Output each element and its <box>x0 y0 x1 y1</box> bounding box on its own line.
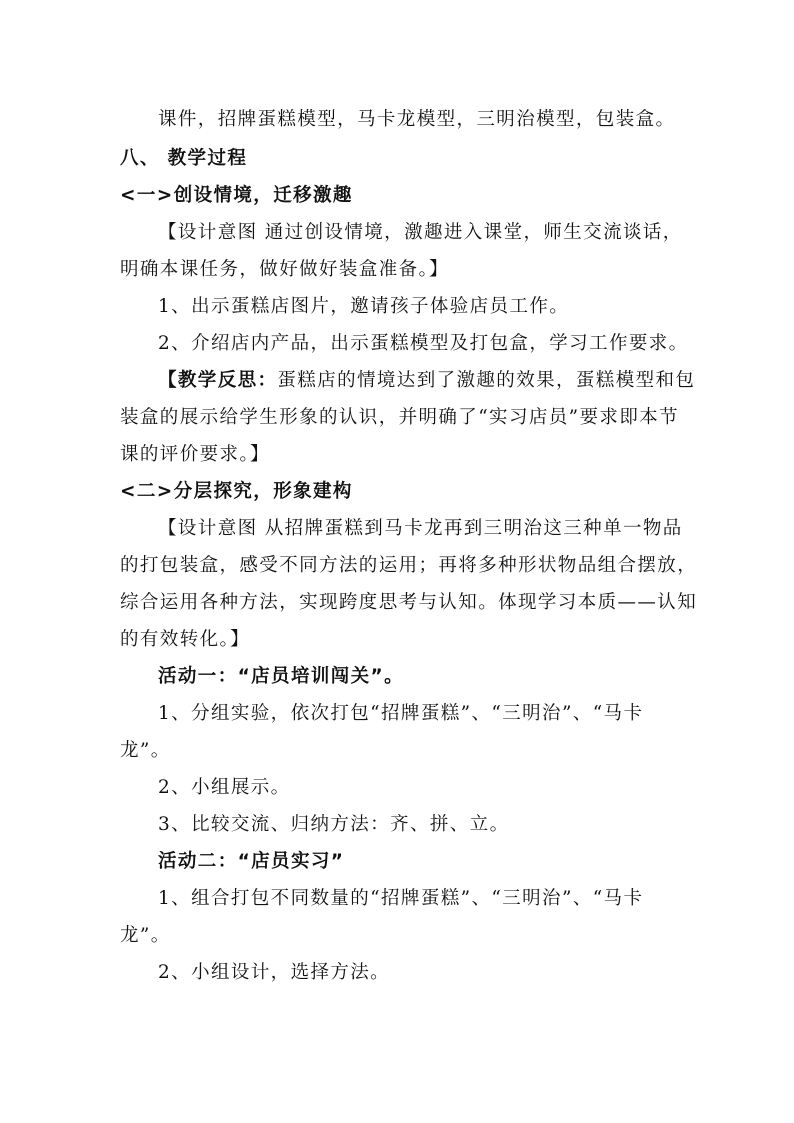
activity-2-step-1-line-1: 1、组合打包不同数量的“招牌蛋糕”、“三明治”、“马卡 <box>158 888 644 909</box>
step-1-1: 1、出示蛋糕店图片，邀请孩子体验店员工作。 <box>158 296 570 317</box>
section-heading-teaching-process: 八、 教学过程 <box>120 148 248 169</box>
teaching-reflection-line-3: 课的评价要求。】 <box>120 444 270 465</box>
activity-1-step-1-line-1: 1、分组实验，依次打包“招牌蛋糕”、“三明治”、“马卡 <box>158 703 644 724</box>
design-intent-2-line-3: 综合运用各种方法，实现跨度思考与认知。体现学习本质——认知 <box>120 592 698 613</box>
activity-1-step-2: 2、小组展示。 <box>158 777 291 798</box>
activity-1-step-3: 3、比较交流、归纳方法：齐、拼、立。 <box>158 814 510 835</box>
activity-1-step-1-line-2: 龙”。 <box>120 740 171 761</box>
subsection-heading-2: <二>分层探究，形象建构 <box>120 481 353 502</box>
design-intent-2-line-1: 【设计意图 从招牌蛋糕到马卡龙再到三明治这三种单一物品 <box>158 518 683 539</box>
materials-line: 课件，招牌蛋糕模型，马卡龙模型，三明治模型，包装盒。 <box>158 109 676 130</box>
activity-2-title: 活动二：“店员实习” <box>158 851 345 872</box>
teaching-reflection-line-1 <box>158 369 718 393</box>
design-intent-2-line-2: 的打包装盒，感受不同方法的运用；再将多种形状物品组合摆放， <box>120 555 698 576</box>
step-1-2: 2、介绍店内产品，出示蛋糕模型及打包盒，学习工作要求。 <box>158 333 689 354</box>
design-intent-2-line-4: 的有效转化。】 <box>120 629 251 650</box>
activity-1-title: 活动一：“店员培训闯关”。 <box>158 666 405 687</box>
design-intent-1-line-1: 【设计意图 通过创设情境，激趣进入课堂，师生交流谈话， <box>158 222 683 243</box>
teaching-reflection-text: 蛋糕店的情境达到了激趣的效果，蛋糕模型和包 <box>277 370 696 391</box>
activity-2-step-2: 2、小组设计，选择方法。 <box>158 962 391 983</box>
teaching-reflection-line-2: 装盒的展示给学生形象的认识，并明确了“实习店员”要求即本节 <box>120 407 680 428</box>
design-intent-1-line-2: 明确本课任务，做好做好装盒准备。】 <box>120 259 450 280</box>
teaching-reflection-label: 【教学反思： <box>158 370 278 391</box>
activity-2-step-1-line-2: 龙”。 <box>120 925 171 946</box>
subsection-heading-1: <一>创设情境，迁移激趣 <box>120 185 353 206</box>
